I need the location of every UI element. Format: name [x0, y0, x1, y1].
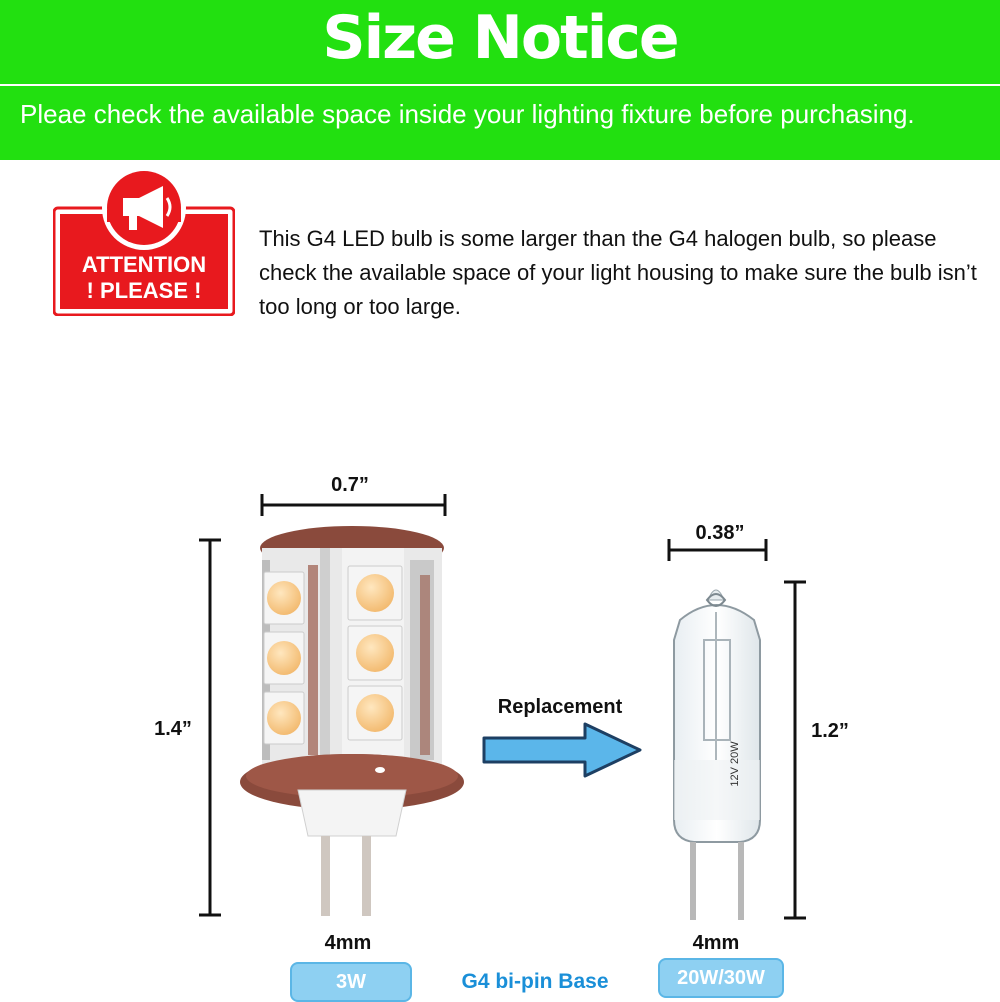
notice-text: This G4 LED bulb is some larger than the G4 halogen bulb, so please check the available space of your light housing to make sure the bulb isn’t too long or too large. — [259, 226, 977, 319]
led-width-dimension — [262, 494, 445, 516]
attention-please: ! PLEASE ! — [86, 278, 202, 303]
led-width-label: 0.7” — [331, 474, 369, 496]
halogen-height-label: 1.2” — [811, 720, 849, 742]
replacement-label: Replacement — [497, 696, 623, 718]
led-g4-bulb — [240, 526, 464, 916]
attention-title: ATTENTION — [81, 252, 207, 277]
halogen-g4-bulb — [674, 590, 760, 920]
led-height-label: 1.4” — [154, 718, 192, 740]
banner-subtitle: Pleae check the available space inside your lighting fixture before purchasing. — [20, 99, 915, 129]
halogen-marking: 12V 20W — [729, 741, 741, 787]
banner-title: Size Notice — [322, 3, 678, 73]
halogen-width-label: 0.38” — [695, 522, 745, 544]
halogen-height-dimension — [784, 582, 806, 918]
base-type-label: G4 bi-pin Base — [461, 970, 609, 993]
led-pin-spacing-label: 4mm — [324, 932, 372, 954]
halogen-wattage-badge: 20W/30W — [658, 958, 784, 998]
replacement-arrow-icon — [484, 724, 640, 776]
halogen-pin-spacing-label: 4mm — [692, 932, 740, 954]
led-wattage-badge: 3W — [290, 962, 412, 1002]
